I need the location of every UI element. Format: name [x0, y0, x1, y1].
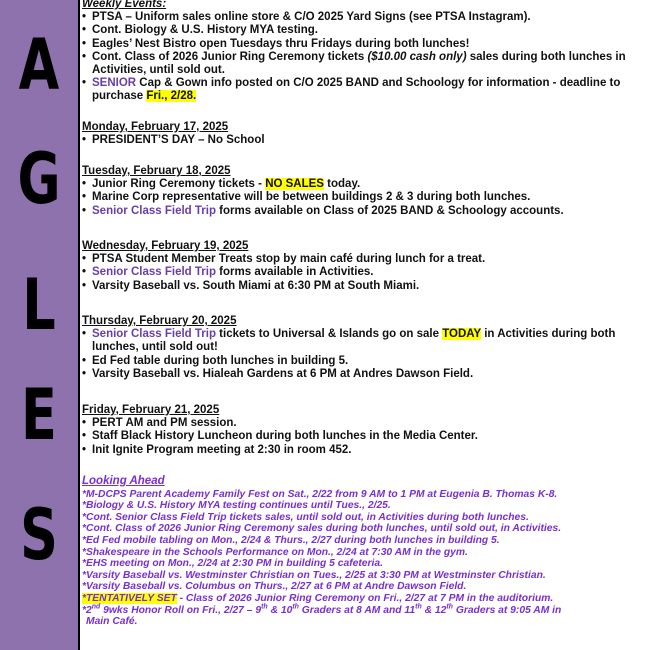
tuesday-item-text: forms available on Class of 2025 BAND & Schoology accounts.	[215, 204, 564, 217]
tuesday-item	[82, 191, 644, 204]
friday-item-text: Staff Black History Luncheon during both lunches in the Media Center.	[92, 430, 478, 443]
weekly-item	[82, 77, 644, 103]
banner-letter-l: L	[22, 264, 56, 346]
weekly-item-text: PTSA – Uniform sales online store & C/O 2025 Yard Signs (see PTSA Instagram).	[92, 11, 531, 24]
weekly-item-text: sales during both lunches in Activities, until sold out.	[92, 50, 626, 77]
sidebar-banner	[0, 0, 78, 650]
thursday-item	[82, 328, 644, 354]
tuesday-item-text: Junior Ring Ceremony tickets -	[92, 178, 266, 191]
weekly-item-text: Eagles’ Nest Bistro open Tuesdays thru Fridays during both lunches!	[92, 37, 470, 50]
looking-ahead-title: Looking Ahead	[82, 475, 165, 487]
wednesday-item	[82, 266, 644, 279]
superscript: th	[292, 603, 299, 611]
deadline-highlight: Fri., 2/28.	[146, 90, 197, 103]
tuesday-heading: Tuesday, February 18, 2025	[82, 165, 231, 177]
tuesday-item-text: today.	[323, 178, 361, 191]
tuesday-section	[82, 165, 644, 218]
thursday-item-text: tickets to Universal & Islands go on sale	[215, 328, 443, 341]
friday-section	[82, 404, 644, 457]
superscript: th	[446, 603, 453, 611]
wednesday-heading: Wednesday, February 19, 2025	[82, 240, 249, 252]
looking-ahead-line: *Biology & U.S. History MYA testing continues until Tues., 2/25.	[82, 500, 391, 512]
sidebar-divider	[78, 0, 80, 650]
weekly-item-text: Cont. Biology & U.S. History MYA testing.	[92, 24, 318, 37]
tuesday-item-text: Marine Corp representative will be between buildings 2 & 3 during both lunches.	[92, 191, 531, 204]
looking-ahead-line	[82, 605, 644, 617]
friday-item-text: Init Ignite Program meeting at 2:30 in room 452.	[92, 443, 352, 456]
looking-ahead-line: *M-DCPS Parent Academy Family Fest on Sat., 2/22 from 9 AM to 1 PM at Eugenia B. Thomas K-8.	[82, 488, 558, 500]
looking-ahead-line	[82, 593, 644, 605]
tuesday-item	[82, 205, 644, 218]
weekly-events-heading: Weekly Events:	[82, 0, 167, 10]
looking-ahead-text: 9wks Honor Roll on Fri., 2/27 – 9	[100, 604, 262, 616]
banner-letter-a: A	[18, 24, 60, 106]
monday-item	[82, 134, 644, 147]
weekly-item	[82, 38, 644, 51]
wednesday-item	[82, 253, 644, 266]
friday-item	[82, 444, 644, 457]
looking-ahead-line: *Shakespeare in the Schools Performance on Mon., 2/24 at 7:30 AM in the gym.	[82, 546, 468, 558]
field-trip-label: Senior Class Field Trip	[92, 204, 216, 217]
looking-ahead-line: *Cont. Class of 2026 Junior Ring Ceremony sales during both lunches, until sold out, in Activities.	[82, 523, 562, 535]
looking-ahead-line: *Ed Fed mobile tabling on Mon., 2/24 & Thurs., 2/27 during both lunches in building 5.	[82, 534, 500, 546]
no-sales-highlight: NO SALES	[265, 178, 324, 191]
thursday-item	[82, 355, 644, 368]
monday-item-text: PRESIDENT’S DAY – No School	[92, 134, 265, 147]
friday-item	[82, 417, 644, 430]
weekly-item-text: Cap & Gown info posted on C/O 2025 BAND and Schoology for information - deadline to purchase	[92, 77, 621, 103]
looking-ahead-section	[82, 476, 644, 628]
weekly-item	[82, 11, 644, 24]
weekly-item-text: Cont. Class of 2026 Junior Ring Ceremony tickets	[92, 50, 365, 63]
superscript: nd	[91, 603, 101, 611]
wednesday-section	[82, 240, 644, 293]
weekly-item-italic: ($10.00 cash only)	[367, 50, 467, 63]
looking-ahead-line: Main Café.	[86, 616, 138, 628]
looking-ahead-line: *Varsity Baseball vs. Westminster Christian on Tues., 2/25 at 3:30 PM at Westminster Christian.	[82, 569, 546, 581]
weekly-item	[82, 51, 644, 77]
looking-ahead-text: & 10	[267, 604, 293, 616]
monday-heading: Monday, February 17, 2025	[82, 121, 229, 133]
tuesday-item	[82, 178, 644, 191]
looking-ahead-text: *2	[82, 604, 92, 616]
announcements-content	[82, 0, 648, 650]
wednesday-item-text: PTSA Student Member Treats stop by main café during lunch for a treat.	[92, 253, 486, 266]
thursday-item-text: Ed Fed table during both lunches in building 5.	[92, 354, 349, 367]
today-highlight: TODAY	[442, 328, 482, 341]
looking-ahead-line: *Cont. Senior Class Field Trip tickets sales, until sold out, in Activities during both lunches.	[82, 511, 529, 523]
looking-ahead-line: *EHS meeting on Mon., 2/24 at 2:30 PM in building 5 cafeteria.	[82, 558, 383, 570]
monday-section	[82, 121, 644, 147]
banner-letter-e: E	[21, 374, 57, 456]
friday-item	[82, 430, 644, 443]
superscript: th	[261, 603, 268, 611]
thursday-section	[82, 315, 644, 381]
weekly-events-section	[82, 0, 644, 104]
thursday-item-text: in Activities during both lunches, until sold out!	[92, 328, 616, 354]
wednesday-item	[82, 280, 644, 293]
thursday-heading: Thursday, February 20, 2025	[82, 315, 237, 327]
looking-ahead-line: *Varsity Baseball vs. Columbus on Thurs., 2/27 at 6 PM at Andre Dawson Field.	[82, 581, 467, 593]
banner-letter-g: G	[17, 138, 61, 220]
senior-label: SENIOR	[92, 77, 137, 90]
thursday-item-text: Varsity Baseball vs. Hialeah Gardens at 6 PM at Andres Dawson Field.	[92, 367, 474, 380]
banner-letter-s: S	[20, 494, 58, 576]
looking-ahead-text: & 12	[421, 604, 447, 616]
looking-ahead-text: Graders at 8 AM and 11	[298, 604, 416, 616]
looking-ahead-text: Graders at 9:05 AM in	[452, 604, 562, 616]
field-trip-label: Senior Class Field Trip	[92, 328, 216, 341]
tentative-highlight: *TENTATIVELY SET	[82, 592, 177, 604]
wednesday-item-text: Varsity Baseball vs. South Miami at 6:30 PM at South Miami.	[92, 279, 420, 292]
weekly-item	[82, 24, 644, 37]
friday-heading: Friday, February 21, 2025	[82, 404, 220, 416]
superscript: th	[415, 603, 422, 611]
looking-ahead-text: - Class of 2026 Junior Ring Ceremony on Fri., 2/27 at 7 PM in the auditorium.	[176, 592, 554, 604]
field-trip-label: Senior Class Field Trip	[92, 266, 216, 279]
friday-item-text: PERT AM and PM session.	[92, 417, 237, 430]
wednesday-item-text: forms available in Activities.	[215, 266, 374, 279]
thursday-item	[82, 368, 644, 381]
